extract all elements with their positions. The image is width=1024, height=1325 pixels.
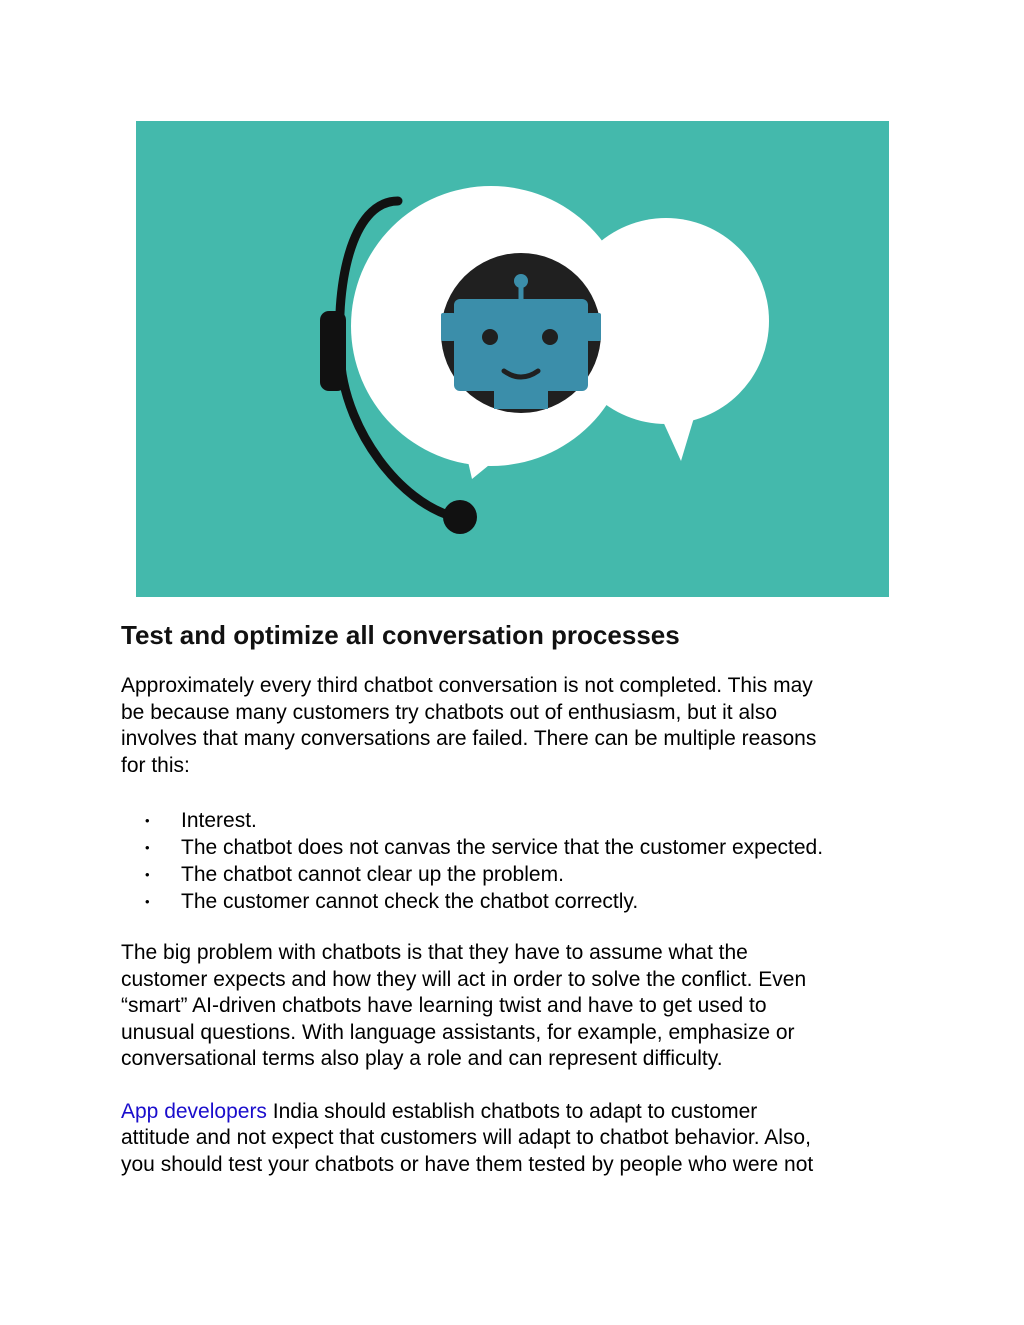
bullet-icon: • [145,867,150,882]
app-developers-link[interactable]: App developers [121,1099,267,1123]
developers-paragraph: App developers India should establish chatbots to adapt to customer attitude and not expect that customers will adapt to chatbot behavior. Also, you should test your chatbots or have them tested by people who were not [121,1099,814,1176]
article-body [121,618,911,1178]
bullet-icon: • [145,840,150,855]
robot-icon [441,253,601,413]
hero-image [136,121,889,597]
list-item: • The customer cannot check the chatbot correctly. [145,890,639,913]
list-item: • The chatbot does not canvas the service that the customer expected. [145,836,824,859]
list-item: • The chatbot cannot clear up the problem. [145,863,564,886]
bullet-icon: • [145,813,150,828]
intro-paragraph: Approximately every third chatbot conversation is not completed. This may be because many customers try chatbots out of enthusiasm, but it also involves that many conversations are failed. There can be multiple reasons for this: [121,674,817,777]
problem-paragraph: The big problem with chatbots is that they have to assume what the customer expects and how they will act in order to solve the conflict. Even “smart” AI-driven chatbots have learning twist and have to get used to unusual questions. With language assistants, for example, emphasize or conversational terms also play a role and can represent difficulty. [121,941,807,1070]
list-item: • Interest. [145,809,257,832]
bullet-icon: • [145,894,150,909]
article-heading: Test and optimize all conversation processes [121,620,680,650]
reasons-list [121,807,911,915]
